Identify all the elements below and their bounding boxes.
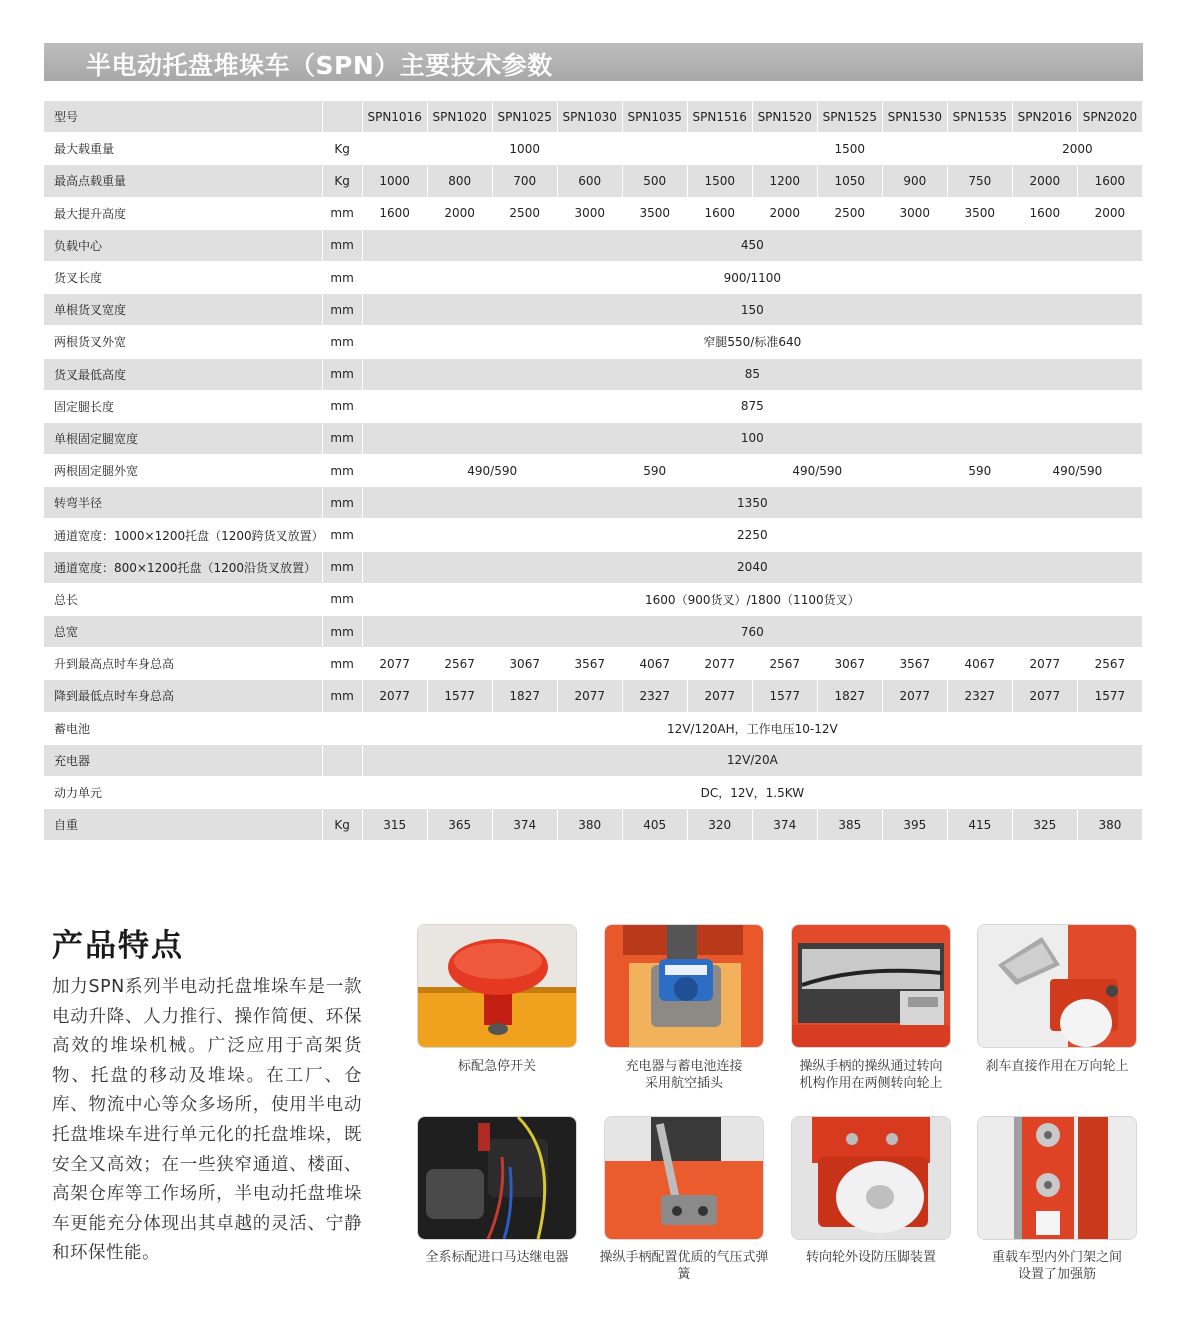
value-cell: 1500: [688, 165, 753, 197]
model-header: SPN2016: [1013, 101, 1078, 133]
value-cell: 2000: [1013, 165, 1078, 197]
photo-caption: 转向轮外设防压脚装置: [805, 1250, 936, 1265]
value-cell: 1600: [363, 198, 428, 230]
value-cell: 2077: [688, 680, 753, 712]
value-cell: 2000: [428, 198, 493, 230]
table-row: [44, 262, 1143, 294]
model-header: SPN1535: [948, 101, 1013, 133]
value-cell: 2500: [818, 198, 883, 230]
row-unit: Kg: [323, 165, 363, 197]
row-label: 降到最低点时车身总高: [44, 680, 323, 712]
value-cell: 85: [363, 359, 1143, 391]
value-cell: 4067: [948, 648, 1013, 680]
row-label: 最高点载重量: [44, 165, 323, 197]
row-label: 负载中心: [44, 230, 323, 262]
value-cell: 395: [883, 809, 948, 841]
value-cell: 374: [753, 809, 818, 841]
row-unit: mm: [323, 359, 363, 391]
title-bar: [44, 43, 1143, 81]
row-label: 通道宽度：1000×1200托盘（1200跨货叉放置）: [44, 519, 323, 551]
photo-caption: 刹车直接作用在万向轮上: [985, 1059, 1129, 1074]
header-label: 型号: [44, 101, 323, 133]
row-unit: mm: [323, 584, 363, 616]
value-cell: 3567: [558, 648, 623, 680]
value-cell: 1600: [688, 198, 753, 230]
value-cell: 1000: [363, 133, 688, 165]
row-unit: mm: [323, 230, 363, 262]
table-row: [44, 133, 1143, 165]
table-row: [44, 680, 1143, 712]
value-cell: 450: [363, 230, 1143, 262]
value-cell: 2500: [493, 198, 558, 230]
value-cell: 2077: [883, 680, 948, 712]
model-header: SPN1025: [493, 101, 558, 133]
value-cell: 1050: [818, 165, 883, 197]
value-cell: 380: [1078, 809, 1143, 841]
table-row: [44, 616, 1143, 648]
value-cell: 590: [623, 455, 688, 487]
row-unit: mm: [323, 262, 363, 294]
mast-reinforcement-photo: [978, 1117, 1136, 1239]
row-unit: mm: [323, 423, 363, 455]
value-cell: 4067: [623, 648, 688, 680]
value-cell: 600: [558, 165, 623, 197]
row-unit: mm: [323, 648, 363, 680]
table-row: [44, 165, 1143, 197]
row-label: 总宽: [44, 616, 323, 648]
row-unit: [323, 745, 363, 777]
model-header: SPN1530: [883, 101, 948, 133]
value-cell: 415: [948, 809, 1013, 841]
table-row: [44, 552, 1143, 584]
value-cell: 1600: [1078, 165, 1143, 197]
value-cell: 1500: [688, 133, 1013, 165]
row-unit: mm: [323, 455, 363, 487]
model-header: SPN1020: [428, 101, 493, 133]
row-unit: [323, 713, 363, 745]
value-cell: 760: [363, 616, 1143, 648]
model-header: SPN1016: [363, 101, 428, 133]
photo-caption: 重载车型内外门架之间 设置了加强筋: [991, 1250, 1122, 1282]
row-label: 自重: [44, 809, 323, 841]
value-cell: 750: [948, 165, 1013, 197]
value-cell: 2567: [1078, 648, 1143, 680]
row-label: 动力单元: [44, 777, 323, 809]
value-cell: 2327: [948, 680, 1013, 712]
value-cell: 100: [363, 423, 1143, 455]
row-unit: mm: [323, 519, 363, 551]
value-cell: 2077: [558, 680, 623, 712]
table-row: [44, 423, 1143, 455]
value-cell: 2000: [1013, 133, 1143, 165]
row-label: 单根货叉宽度: [44, 294, 323, 326]
value-cell: 3067: [818, 648, 883, 680]
table-row: [44, 745, 1143, 777]
row-unit: Kg: [323, 809, 363, 841]
row-unit: mm: [323, 326, 363, 358]
value-cell: 1200: [753, 165, 818, 197]
row-label: 最大载重量: [44, 133, 323, 165]
value-cell: 490/590: [363, 455, 623, 487]
value-cell: 315: [363, 809, 428, 841]
value-cell: 1600（900货叉）/1800（1100货叉）: [363, 584, 1143, 616]
row-label: 货叉最低高度: [44, 359, 323, 391]
table-header-row: [44, 101, 1143, 133]
value-cell: 590: [948, 455, 1013, 487]
row-unit: mm: [323, 198, 363, 230]
value-cell: 1577: [1078, 680, 1143, 712]
row-label: 蓄电池: [44, 713, 323, 745]
aviation-plug-photo: [605, 925, 763, 1047]
table-row: [44, 584, 1143, 616]
value-cell: DC，12V，1.5KW: [363, 777, 1143, 809]
row-unit: mm: [323, 552, 363, 584]
model-header: SPN1035: [623, 101, 688, 133]
row-label: 最大提升高度: [44, 198, 323, 230]
steering-mechanism-photo: [792, 925, 950, 1047]
value-cell: 900: [883, 165, 948, 197]
table-row: [44, 294, 1143, 326]
value-cell: 3067: [493, 648, 558, 680]
table-row: [44, 777, 1143, 809]
table-row: [44, 648, 1143, 680]
motor-relay-photo: [418, 1117, 576, 1239]
table-row: [44, 809, 1143, 841]
row-unit: mm: [323, 391, 363, 423]
table-row: [44, 455, 1143, 487]
value-cell: 3500: [623, 198, 688, 230]
value-cell: 405: [623, 809, 688, 841]
header-unit: [323, 101, 363, 133]
value-cell: 3567: [883, 648, 948, 680]
photo-caption: 操纵手柄配置优质的气压式弹簧: [599, 1250, 769, 1282]
value-cell: 2077: [363, 648, 428, 680]
value-cell: 900/1100: [363, 262, 1143, 294]
value-cell: 1577: [753, 680, 818, 712]
value-cell: 490/590: [1013, 455, 1143, 487]
value-cell: 490/590: [688, 455, 948, 487]
table-row: [44, 391, 1143, 423]
value-cell: 12V/120AH，工作电压10-12V: [363, 713, 1143, 745]
value-cell: 365: [428, 809, 493, 841]
emergency-stop-photo: [418, 925, 576, 1047]
value-cell: 1827: [818, 680, 883, 712]
value-cell: 385: [818, 809, 883, 841]
row-label: 总长: [44, 584, 323, 616]
value-cell: 2567: [753, 648, 818, 680]
value-cell: 2077: [1013, 680, 1078, 712]
features-heading: 产品特点: [52, 928, 184, 964]
value-cell: 1000: [363, 165, 428, 197]
row-label: 升到最高点时车身总高: [44, 648, 323, 680]
value-cell: 374: [493, 809, 558, 841]
value-cell: 12V/20A: [363, 745, 1143, 777]
value-cell: 1577: [428, 680, 493, 712]
photo-caption: 标配急停开关: [457, 1059, 536, 1074]
value-cell: 380: [558, 809, 623, 841]
row-label: 通道宽度：800×1200托盘（1200沿货叉放置）: [44, 552, 323, 584]
value-cell: 2327: [623, 680, 688, 712]
value-cell: 1350: [363, 487, 1143, 519]
row-unit: mm: [323, 616, 363, 648]
table-row: [44, 519, 1143, 551]
row-label: 两根货叉外宽: [44, 326, 323, 358]
row-unit: mm: [323, 680, 363, 712]
page-title: 半电动托盘堆垛车（SPN）主要技术参数: [86, 51, 553, 80]
value-cell: 2077: [688, 648, 753, 680]
value-cell: 2000: [753, 198, 818, 230]
features-description: 加力SPN系列半电动托盘堆垛车是一款电动升降、人力推行、操作简便、环保高效的堆垛机械。广泛应用于高架货物、托盘的移动及堆垛。在工厂、仓库、物流中心等众多场所，使用半电动托盘堆垛车进行单元化的托盘堆垛，既安全又高效；在一些狭窄通道、楼面、高架仓库等工作场所，半电动托盘堆垛车更能充分体现出其卓越的灵活、宁静和环保性能。: [52, 977, 362, 1264]
row-unit: Kg: [323, 133, 363, 165]
value-cell: 320: [688, 809, 753, 841]
row-label: 单根固定腿宽度: [44, 423, 323, 455]
gas-spring-photo: [605, 1117, 763, 1239]
model-header: SPN1516: [688, 101, 753, 133]
value-cell: 3000: [558, 198, 623, 230]
row-label: 货叉长度: [44, 262, 323, 294]
row-label: 充电器: [44, 745, 323, 777]
value-cell: 325: [1013, 809, 1078, 841]
value-cell: 2040: [363, 552, 1143, 584]
table-row: [44, 487, 1143, 519]
value-cell: 3000: [883, 198, 948, 230]
caster-brake-photo: [978, 925, 1136, 1047]
photo-caption: 全系标配进口马达继电器: [425, 1250, 569, 1265]
value-cell: 150: [363, 294, 1143, 326]
value-cell: 2077: [363, 680, 428, 712]
value-cell: 窄腿550/标准640: [363, 326, 1143, 358]
model-header: SPN1520: [753, 101, 818, 133]
value-cell: 3500: [948, 198, 1013, 230]
table-row: [44, 326, 1143, 358]
value-cell: 2000: [1078, 198, 1143, 230]
model-header: SPN1525: [818, 101, 883, 133]
table-row: [44, 359, 1143, 391]
model-header: SPN1030: [558, 101, 623, 133]
value-cell: 1600: [1013, 198, 1078, 230]
value-cell: 2567: [428, 648, 493, 680]
row-unit: mm: [323, 487, 363, 519]
photo-caption: 操纵手柄的操纵通过转向 机构作用在两侧转向轮上: [799, 1059, 943, 1091]
value-cell: 2077: [1013, 648, 1078, 680]
table-row: [44, 713, 1143, 745]
foot-guard-photo: [792, 1117, 950, 1239]
value-cell: 500: [623, 165, 688, 197]
row-unit: mm: [323, 294, 363, 326]
spec-table-body: [44, 101, 1143, 841]
model-header: SPN2020: [1078, 101, 1143, 133]
table-row: [44, 198, 1143, 230]
row-label: 转弯半径: [44, 487, 323, 519]
spec-table: [44, 101, 1143, 841]
value-cell: 800: [428, 165, 493, 197]
row-label: 固定腿长度: [44, 391, 323, 423]
value-cell: 875: [363, 391, 1143, 423]
table-row: [44, 230, 1143, 262]
value-cell: 2250: [363, 519, 1143, 551]
photo-caption: 充电器与蓄电池连接 采用航空插头: [625, 1059, 743, 1091]
row-label: 两根固定腿外宽: [44, 455, 323, 487]
value-cell: 1827: [493, 680, 558, 712]
row-unit: [323, 777, 363, 809]
value-cell: 700: [493, 165, 558, 197]
